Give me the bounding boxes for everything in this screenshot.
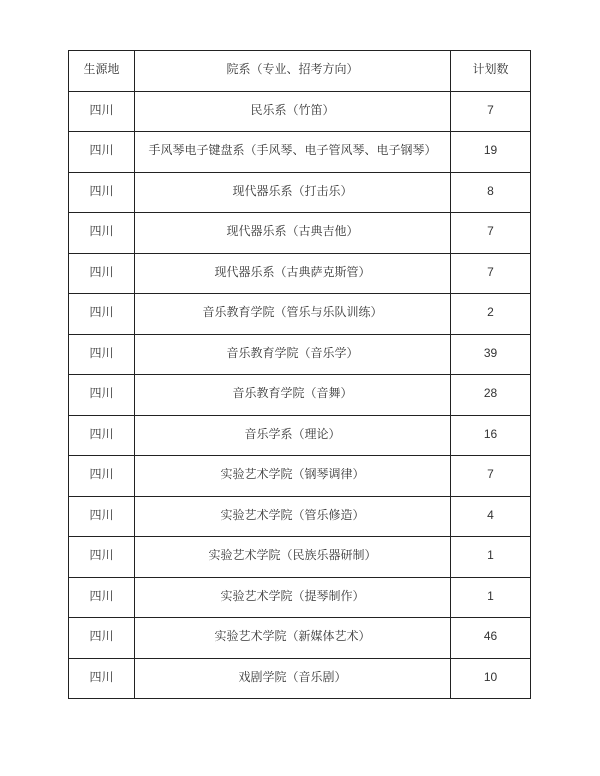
table-row	[69, 658, 531, 699]
origin-cell	[69, 172, 135, 213]
count-cell	[451, 334, 531, 375]
count-cell-text: 4	[487, 507, 494, 522]
origin-cell-text: 四川	[89, 386, 114, 400]
count-cell	[451, 132, 531, 173]
department-cell-text: 实验艺术学院（提琴制作）	[220, 588, 365, 603]
department-cell-text: 现代器乐系（打击乐）	[232, 183, 353, 198]
count-cell-text: 10	[483, 669, 498, 684]
table-header-row	[69, 51, 531, 92]
count-cell-text: 1	[487, 588, 494, 603]
origin-cell-text: 四川	[89, 669, 114, 684]
origin-cell-text: 四川	[89, 264, 114, 279]
department-cell	[135, 213, 451, 254]
count-cell	[451, 658, 531, 699]
origin-cell-text: 四川	[89, 548, 114, 562]
origin-cell	[69, 456, 135, 497]
department-cell	[135, 537, 451, 578]
table-row	[69, 618, 531, 659]
origin-cell-text: 四川	[89, 629, 114, 643]
origin-cell-text: 四川	[89, 467, 114, 481]
origin-cell	[69, 294, 135, 335]
count-cell-text: 7	[487, 264, 494, 279]
department-cell-text: 音乐学系（理论）	[244, 426, 341, 441]
header-department-label: 院系（专业、招考方向）	[226, 62, 359, 76]
count-cell	[451, 537, 531, 578]
department-cell	[135, 334, 451, 375]
count-cell-text: 1	[487, 548, 494, 562]
table-row	[69, 375, 531, 416]
origin-cell-text: 四川	[89, 588, 114, 603]
count-cell-text: 19	[483, 143, 498, 157]
department-cell-text: 戏剧学院（音乐剧）	[238, 669, 347, 684]
count-cell-text: 28	[483, 386, 498, 400]
department-cell-text: 实验艺术学院（民族乐器研制）	[208, 548, 377, 562]
header-origin-label: 生源地	[83, 62, 120, 76]
department-cell	[135, 496, 451, 537]
origin-cell-text: 四川	[89, 224, 114, 238]
origin-cell-text: 四川	[89, 183, 114, 198]
department-cell-text: 现代器乐系（古典吉他）	[226, 224, 359, 238]
count-cell	[451, 172, 531, 213]
department-cell-text: 实验艺术学院（新媒体艺术）	[214, 629, 371, 643]
table-row	[69, 91, 531, 132]
department-cell	[135, 618, 451, 659]
count-cell-text: 2	[487, 305, 494, 319]
count-cell-text: 46	[483, 629, 498, 643]
count-cell	[451, 577, 531, 618]
count-cell-text: 7	[487, 102, 494, 117]
count-cell	[451, 213, 531, 254]
origin-cell	[69, 658, 135, 699]
count-cell	[451, 253, 531, 294]
header-count	[451, 51, 531, 92]
table-row	[69, 496, 531, 537]
count-cell	[451, 496, 531, 537]
table-row	[69, 334, 531, 375]
origin-cell	[69, 537, 135, 578]
origin-cell	[69, 132, 135, 173]
count-cell	[451, 415, 531, 456]
origin-cell-text: 四川	[89, 507, 114, 522]
table-row	[69, 253, 531, 294]
department-cell-text: 实验艺术学院（钢琴调律）	[220, 467, 365, 481]
origin-cell	[69, 375, 135, 416]
header-department	[135, 51, 451, 92]
department-cell	[135, 415, 451, 456]
department-cell-text: 音乐教育学院（音舞）	[232, 386, 353, 400]
enrollment-plan-table	[68, 50, 531, 699]
table-row	[69, 213, 531, 254]
department-cell-text: 现代器乐系（古典萨克斯管）	[214, 264, 371, 279]
table-row	[69, 456, 531, 497]
table-row	[69, 577, 531, 618]
department-cell-text: 音乐教育学院（管乐与乐队训练）	[202, 305, 383, 319]
origin-cell	[69, 618, 135, 659]
header-origin	[69, 51, 135, 92]
count-cell	[451, 375, 531, 416]
origin-cell	[69, 213, 135, 254]
count-cell	[451, 91, 531, 132]
count-cell-text: 39	[483, 345, 498, 360]
department-cell	[135, 294, 451, 335]
department-cell-text: 手风琴电子键盘系（手风琴、电子管风琴、电子钢琴）	[148, 143, 437, 157]
count-cell	[451, 456, 531, 497]
table-row	[69, 294, 531, 335]
table-row	[69, 132, 531, 173]
department-cell-text: 实验艺术学院（管乐修造）	[220, 507, 365, 522]
department-cell-text: 音乐教育学院（音乐学）	[226, 345, 359, 360]
department-cell-text: 民乐系（竹笛）	[250, 102, 335, 117]
origin-cell-text: 四川	[89, 102, 114, 117]
origin-cell-text: 四川	[89, 426, 114, 441]
origin-cell	[69, 334, 135, 375]
table-row	[69, 172, 531, 213]
origin-cell-text: 四川	[89, 345, 114, 360]
department-cell	[135, 658, 451, 699]
count-cell-text: 16	[483, 426, 498, 441]
header-count-label: 计划数	[472, 62, 509, 76]
department-cell	[135, 456, 451, 497]
origin-cell-text: 四川	[89, 305, 114, 319]
department-cell	[135, 132, 451, 173]
origin-cell	[69, 415, 135, 456]
origin-cell	[69, 577, 135, 618]
count-cell-text: 8	[487, 183, 494, 198]
origin-cell-text: 四川	[89, 143, 114, 157]
origin-cell	[69, 91, 135, 132]
origin-cell	[69, 496, 135, 537]
department-cell	[135, 577, 451, 618]
table-row	[69, 415, 531, 456]
department-cell	[135, 375, 451, 416]
count-cell	[451, 618, 531, 659]
origin-cell	[69, 253, 135, 294]
count-cell-text: 7	[487, 224, 494, 238]
count-cell	[451, 294, 531, 335]
department-cell	[135, 91, 451, 132]
department-cell	[135, 172, 451, 213]
table-row	[69, 537, 531, 578]
count-cell-text: 7	[487, 467, 494, 481]
department-cell	[135, 253, 451, 294]
